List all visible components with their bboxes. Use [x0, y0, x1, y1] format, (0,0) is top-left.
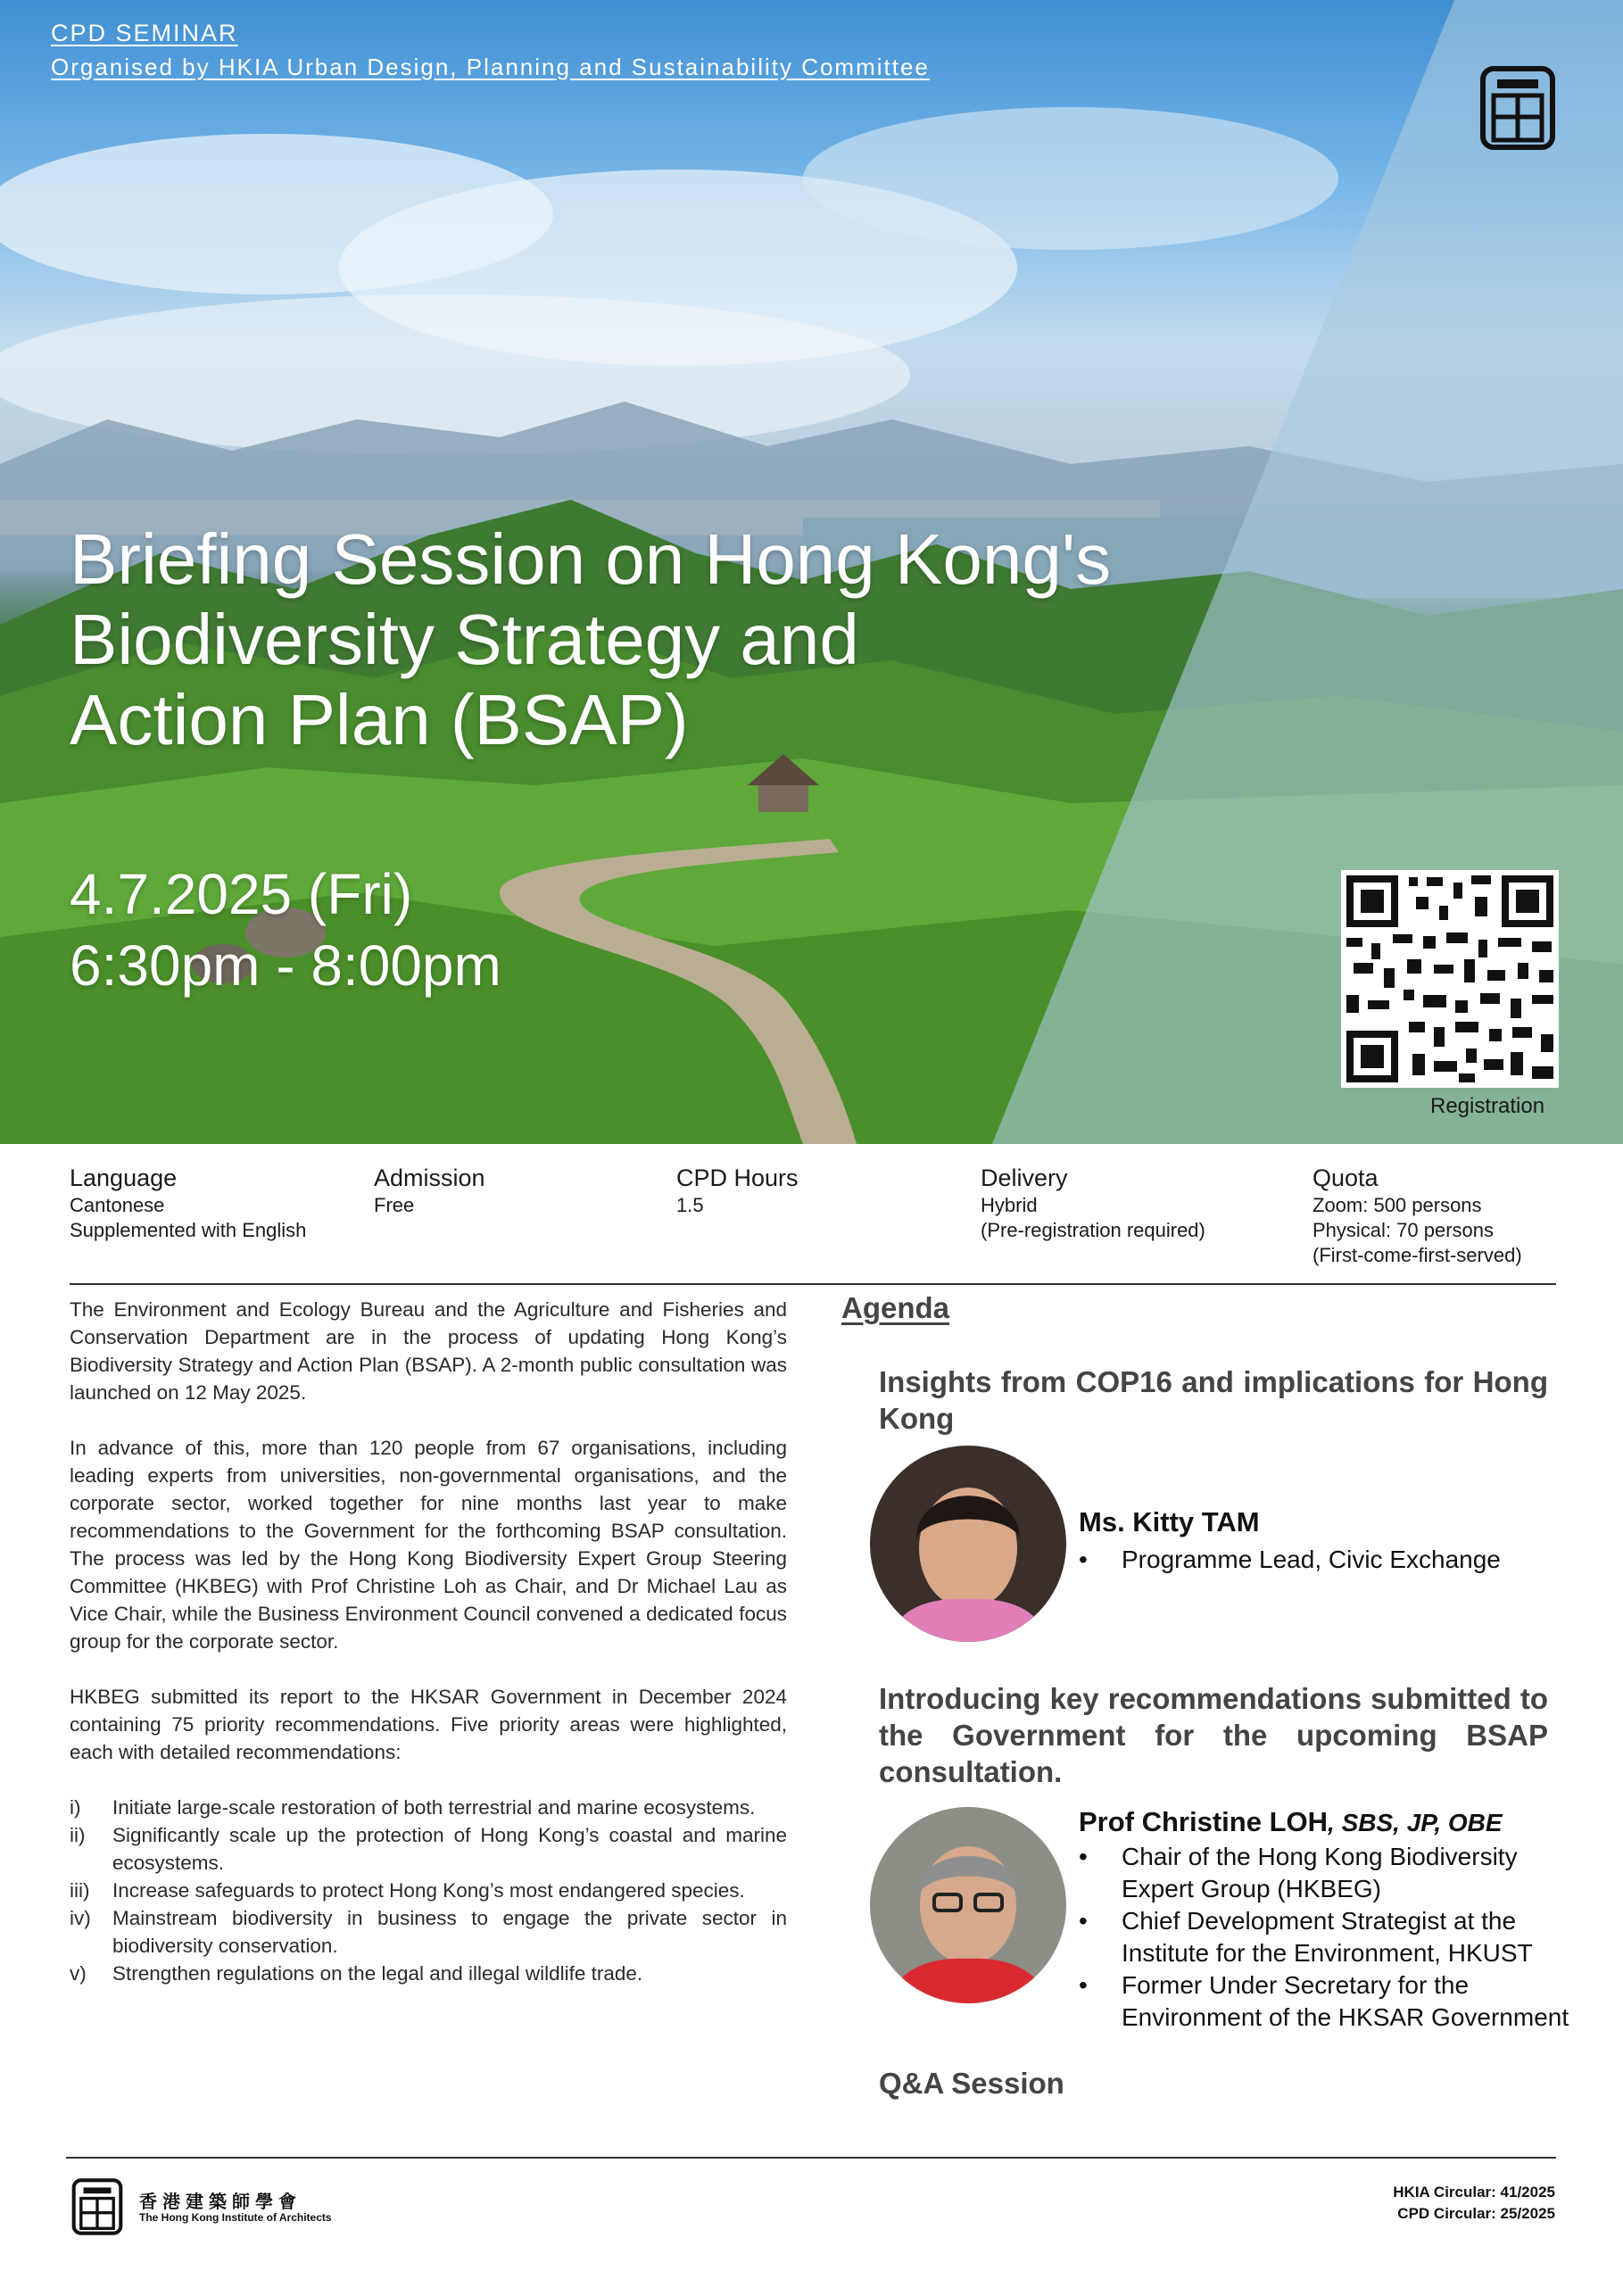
info-heading: CPD Hours: [676, 1165, 799, 1191]
event-time: 6:30pm - 8:00pm: [70, 933, 501, 998]
speaker-role: • Chair of the Hong Kong Biodiversity Expert Group (HKBEG): [1079, 1841, 1578, 1905]
org-name-english: The Hong Kong Institute of Architects: [139, 2211, 332, 2224]
priority-list: [70, 1794, 787, 1987]
priority-item: [70, 1821, 787, 1877]
info-value: Cantonese: [70, 1194, 165, 1216]
speaker-2-name-text: Prof Christine LOH: [1079, 1806, 1329, 1837]
info-value: 1.5: [676, 1194, 704, 1216]
title-line-1: Briefing Session on Hong Kong's: [70, 519, 1112, 599]
info-delivery: [981, 1163, 1205, 1243]
org-name-chinese: 香港建築師學會: [139, 2192, 302, 2212]
title-line-3: Action Plan (BSAP): [70, 680, 689, 759]
qr-caption: Registration: [1430, 1094, 1545, 1118]
info-value: (First-come-first-served): [1312, 1244, 1522, 1266]
agenda-topic-2: Introducing key recommendations submitted to the Government for the upcoming BSAP consultation.: [879, 1682, 1548, 1788]
agenda-qa-session: Q&A Session: [879, 2067, 1064, 2100]
speaker-photo-kitty-tam: [870, 1446, 1066, 1642]
hkia-circular-number: HKIA Circular: 41/2025: [1393, 2184, 1555, 2201]
priority-item: [70, 1794, 787, 1821]
info-heading: Language: [70, 1165, 178, 1191]
hkia-footer-logo: [71, 2177, 123, 2236]
priority-number: iv): [70, 1907, 91, 1929]
registration-qr-code[interactable]: [1341, 870, 1559, 1088]
priority-number: ii): [70, 1824, 86, 1846]
info-value: (Pre-registration required): [981, 1219, 1205, 1241]
info-admission: [374, 1163, 485, 1218]
agenda-topic-1: Insights from COP16 and implications for Hong Kong: [879, 1365, 1548, 1435]
event-datetime: [70, 858, 501, 1001]
priority-text: Strengthen regulations on the legal and illegal wildlife trade.: [112, 1962, 643, 1985]
priority-item: [70, 1877, 787, 1904]
info-heading: Admission: [374, 1165, 485, 1191]
speaker-2-name: [1079, 1806, 1503, 1838]
speaker-2-honours: , SBS, JP, OBE: [1328, 1809, 1503, 1836]
priority-text: Increase safeguards to protect Hong Kong’s most endangered species.: [112, 1879, 745, 1902]
priority-text: Significantly scale up the protection of Hong Kong’s coastal and marine ecosystems.: [112, 1824, 787, 1874]
priority-number: i): [70, 1796, 81, 1819]
hkia-seal-logo: [1479, 65, 1556, 151]
info-language: [70, 1163, 306, 1243]
info-heading: Delivery: [981, 1165, 1068, 1191]
info-value: Physical: 70 persons: [1312, 1219, 1494, 1241]
speaker-role: • Programme Lead, Civic Exchange: [1079, 1544, 1501, 1576]
info-value: Supplemented with English: [70, 1219, 307, 1241]
priority-text: Initiate large-scale restoration of both terrestrial and marine ecosystems.: [112, 1796, 756, 1819]
event-date: 4.7.2025 (Fri): [70, 862, 413, 926]
priority-number: iii): [70, 1879, 90, 1902]
agenda-heading: Agenda: [841, 1291, 950, 1324]
description-paragraph: HKBEG submitted its report to the HKSAR Government in December 2024 containing 75 priority recommendations. Five priority areas were highlighted, each with detailed recommendations:: [70, 1686, 787, 1763]
info-cpd-hours: [676, 1163, 799, 1218]
priority-item: [70, 1960, 787, 1987]
title-line-2: Biodiversity Strategy and: [70, 600, 859, 679]
speaker-photo-christine-loh: [870, 1807, 1066, 2003]
speaker-1-name: Ms. Kitty TAM: [1079, 1506, 1260, 1538]
priority-item: [70, 1904, 787, 1960]
description-paragraph: The Environment and Ecology Bureau and the Agriculture and Fisheries and Conservation Department are in the process of updating Hong Kong’s Biodiversity Strategy and Action Plan (BSAP). A 2-month public consultation was launched on 12 May 2025.: [70, 1298, 787, 1404]
speaker-2-roles: [1079, 1841, 1578, 2034]
info-value: Zoom: 500 persons: [1312, 1194, 1482, 1216]
speaker-role: • Chief Development Strategist at the Institute for the Environment, HKUST: [1079, 1905, 1578, 1969]
footer-divider: [66, 2157, 1556, 2159]
description-paragraph: In advance of this, more than 120 people from 67 organisations, including leading experts from universities, non-governmental organisations, and the corporate sector, worked together for nine months last year to make recommendations to the Government for the forthcoming BSAP consultation. The process was led by the Hong Kong Biodiversity Expert Group Steering Committee (HKBEG) with Prof Christine Loh as Chair, and Dr Michael Lau as Vice Chair, while the Business Environment Council convened a dedicated focus group for the corporate sector.: [70, 1437, 787, 1653]
info-quota: [1312, 1163, 1522, 1268]
organiser-line: Organised by HKIA Urban Design, Planning and Sustainability Committee: [51, 54, 930, 80]
description-column: [70, 1296, 787, 1987]
priority-text: Mainstream biodiversity in business to engage the private sector in biodiversity conservation.: [112, 1907, 787, 1957]
info-value: Hybrid: [981, 1194, 1038, 1216]
priority-number: v): [70, 1962, 87, 1985]
info-heading: Quota: [1312, 1165, 1379, 1191]
event-title: [70, 519, 1337, 760]
speaker-role: • Former Under Secretary for the Environment of the HKSAR Government: [1079, 1969, 1578, 2034]
speaker-1-roles: [1079, 1544, 1501, 1576]
cpd-circular-number: CPD Circular: 25/2025: [1397, 2205, 1555, 2222]
info-value: Free: [374, 1194, 415, 1216]
info-divider: [70, 1283, 1556, 1285]
seminar-kicker: CPD SEMINAR: [51, 20, 238, 46]
